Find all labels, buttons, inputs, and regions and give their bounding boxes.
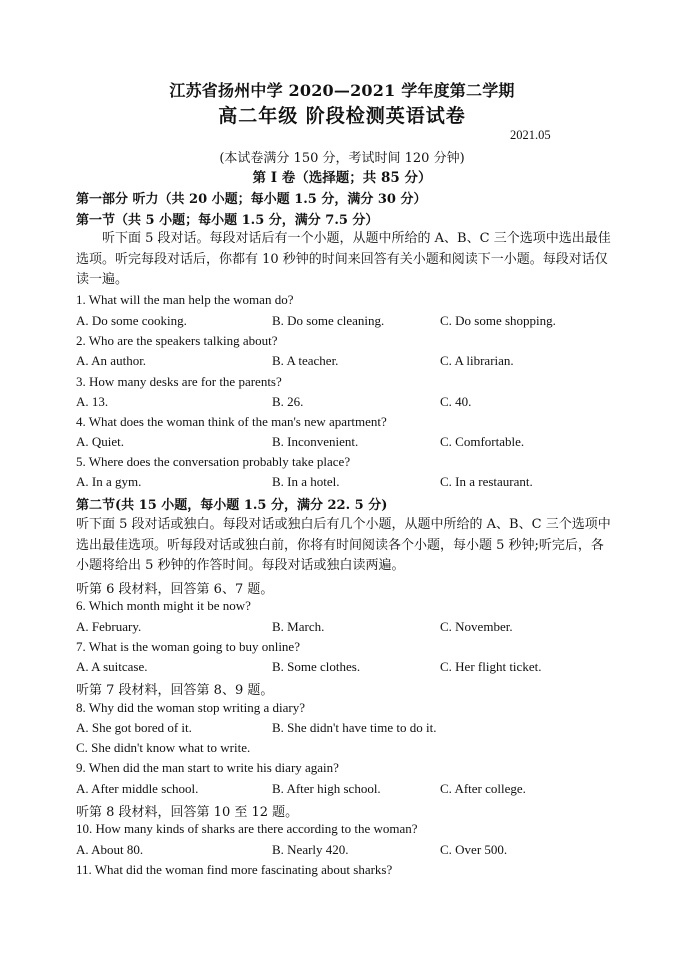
q6-option-b: B. March. [272,619,325,634]
question-6: 6. Which month might it be now? [76,598,251,613]
question-8: 8. Why did the woman stop writing a diary? [76,700,306,715]
q10-option-a: A. About 80. [76,842,144,857]
school-title: 江苏省扬州中学 2020—2021 学年度第二学期 [169,81,515,100]
q7-option-a: A. A suitcase. [76,659,148,674]
q2-option-c: C. A librarian. [440,353,514,368]
q8-option-c: C. She didn't know what to write. [76,740,251,755]
section1-instructions: 听下面 5 段对话。每段对话后有一个小题，从题中所给的 A、B、C 三个选项中选出最佳选项。听完每段对话后，你都有 10 秒钟的时间来回答有关小题和阅读下一小题。每段对话仅读一遍。 [76,231,611,287]
q1-option-c: C. Do some shopping. [440,313,556,328]
q2-option-a: A. An author. [76,353,147,368]
section1-heading: 第一节（共 5 小题；每小题 1.5 分，满分 7.5 分） [76,213,379,228]
question-10: 10. How many kinds of sharks are there according to the woman? [76,821,418,836]
q6-option-a: A. February. [76,619,142,634]
q4-option-c: C. Comfortable. [440,434,525,449]
q3-option-c: C. 40. [440,394,472,409]
q3-option-b: B. 26. [272,394,304,409]
material-note-7: 听第 7 段材料，回答第 8、9 题。 [76,683,274,698]
q3-option-a: A. 13. [76,394,109,409]
exam-date: 2021.05 [510,128,551,142]
q9-option-a: A. After middle school. [76,781,199,796]
q10-option-c: C. Over 500. [440,842,508,857]
q8-option-b: B. She didn't have time to do it. [272,720,437,735]
q1-option-b: B. Do some cleaning. [272,313,385,328]
q9-option-c: C. After college. [440,781,526,796]
q5-option-b: B. In a hotel. [272,474,340,489]
q2-option-b: B. A teacher. [272,353,339,368]
q5-option-a: A. In a gym. [76,474,142,489]
question-11: 11. What did the woman find more fascinating about sharks? [76,862,393,877]
section2-heading: 第二节(共 15 小题，每小题 1.5 分，满分 22. 5 分) [76,498,388,513]
q10-option-b: B. Nearly 420. [272,842,349,857]
q5-option-c: C. In a restaurant. [440,474,533,489]
section2-instructions: 听下面 5 段对话或独白。每段对话或独白后有几个小题，从题中所给的 A、B、C 三个选项中选出最佳选项。听每段对话或独白前，你将有时间阅读各个小题，每小题 5 秒钟;听完后，各小题将给出 5 秒钟的作答时间。每段对话或独白读两遍。 [76,517,611,573]
q4-option-b: B. Inconvenient. [272,434,359,449]
exam-meta: (本试卷满分 150 分，考试时间 120 分钟) [219,151,465,166]
q8-option-a: A. She got bored of it. [76,720,192,735]
q9-option-b: B. After high school. [272,781,381,796]
q6-option-c: C. November. [440,619,513,634]
question-3: 3. How many desks are for the parents? [76,374,282,389]
material-note-8: 听第 8 段材料，回答第 10 至 12 题。 [76,805,299,820]
material-note-6: 听第 6 段材料，回答第 6、7 题。 [76,582,274,597]
question-1: 1. What will the man help the woman do? [76,292,294,307]
q4-option-a: A. Quiet. [76,434,125,449]
question-7: 7. What is the woman going to buy online? [76,639,300,654]
part1-heading: 第一部分 听力（共 20 小题；每小题 1.5 分，满分 30 分） [76,192,427,207]
question-5: 5. Where does the conversation probably take place? [76,454,351,469]
question-2: 2. Who are the speakers talking about? [76,333,278,348]
volume-heading: 第 I 卷（选择题；共 85 分） [252,170,432,186]
question-4: 4. What does the woman think of the man's new apartment? [76,414,387,429]
q1-option-a: A. Do some cooking. [76,313,187,328]
q7-option-b: B. Some clothes. [272,659,361,674]
question-9: 9. When did the man start to write his diary again? [76,760,339,775]
q7-option-c: C. Her flight ticket. [440,659,542,674]
exam-title: 高二年级 阶段检测英语试卷 [218,105,466,127]
